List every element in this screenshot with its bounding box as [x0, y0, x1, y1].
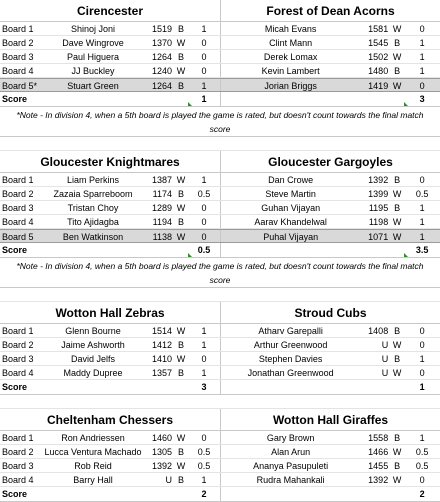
away-player-color: B — [394, 66, 401, 76]
home-player-rating: 1410 — [151, 354, 172, 364]
home-player-name: Lucca Ventura Machado — [44, 447, 142, 457]
board-row — [0, 64, 440, 78]
match-block — [0, 302, 440, 409]
home-player-result: 1 — [201, 81, 207, 91]
home-player-color: B — [177, 217, 184, 227]
home-team-title: Cirencester — [76, 4, 144, 18]
home-player-rating: 1519 — [151, 24, 172, 34]
board-row-fifth — [0, 78, 440, 92]
away-player-rating: U — [381, 340, 389, 350]
away-player-result: 0 — [419, 340, 425, 350]
away-player-result: 0.5 — [415, 447, 429, 457]
home-player-color: B — [177, 368, 184, 378]
away-player-result: 0 — [419, 475, 425, 485]
score-label: Score — [2, 94, 28, 104]
match-block — [0, 409, 440, 502]
home-player-rating: 1240 — [151, 66, 172, 76]
away-player-rating: 1466 — [368, 447, 389, 457]
home-player-rating: 1305 — [151, 447, 172, 457]
away-player-name: Ananya Pasupuleti — [253, 461, 329, 471]
home-player-color: B — [177, 189, 184, 199]
away-player-rating: 1480 — [368, 66, 389, 76]
home-player-result: 0 — [201, 232, 207, 242]
away-player-rating: 1392 — [368, 475, 389, 485]
board-row — [0, 431, 440, 445]
home-score: 3 — [201, 382, 207, 392]
away-player-name: Gary Brown — [266, 433, 315, 443]
match-header — [0, 151, 440, 173]
home-player-rating: 1264 — [151, 52, 172, 62]
away-player-result: 0 — [419, 175, 425, 185]
home-player-rating: 1194 — [152, 217, 172, 227]
board-label: Board 2 — [2, 340, 34, 350]
away-player-name: Rudra Mahankali — [256, 475, 325, 485]
home-player-result: 1 — [201, 326, 207, 336]
spacer-row — [0, 288, 440, 302]
board-label: Board 1 — [2, 24, 34, 34]
board-label: Board 4 — [2, 217, 34, 227]
home-player-name: David Jelfs — [70, 354, 115, 364]
home-player-result: 0 — [201, 66, 207, 76]
away-player-rating: 1558 — [368, 433, 389, 443]
home-player-color: B — [177, 340, 184, 350]
home-player-rating: 1392 — [151, 461, 172, 471]
board-row — [0, 215, 440, 229]
home-player-name: Barry Hall — [73, 475, 113, 485]
home-player-result: 1 — [201, 340, 207, 350]
score-label: Score — [2, 489, 28, 499]
spacer-row — [0, 137, 440, 151]
home-player-result: 0 — [201, 354, 207, 364]
away-player-rating: 1502 — [368, 52, 389, 62]
match-header — [0, 302, 440, 324]
away-player-color: B — [394, 175, 401, 185]
score-spacer — [221, 92, 404, 106]
board-row — [0, 445, 440, 459]
away-player-rating: 1581 — [368, 24, 389, 34]
home-player-color: W — [176, 175, 186, 185]
board-label: Board 5* — [2, 81, 38, 91]
home-player-color: B — [177, 475, 184, 485]
home-player-result: 0 — [201, 217, 207, 227]
away-score: 1 — [419, 382, 425, 392]
away-player-color: B — [394, 354, 401, 364]
board-label: Board 3 — [2, 354, 34, 364]
score-spacer — [221, 487, 404, 501]
away-player-name: Alan Arun — [271, 447, 311, 457]
home-player-name: Liam Perkins — [66, 175, 120, 185]
home-team-title: Wotton Hall Zebras — [55, 306, 165, 320]
home-team-title: Gloucester Knightmares — [40, 155, 180, 169]
away-player-color: W — [392, 24, 402, 34]
home-player-name: Tristan Choy — [67, 203, 119, 213]
home-player-color: W — [176, 38, 186, 48]
away-player-rating: 1071 — [368, 232, 389, 242]
away-player-rating: 1419 — [368, 81, 389, 91]
home-player-rating: 1460 — [151, 433, 172, 443]
away-player-rating: U — [381, 354, 389, 364]
away-player-name: Atharv Garepalli — [258, 326, 323, 336]
board-label: Board 4 — [2, 475, 34, 485]
board-row — [0, 187, 440, 201]
board-row — [0, 324, 440, 338]
away-player-name: Jonathan Greenwood — [247, 368, 334, 378]
board-label: Board 3 — [2, 461, 34, 471]
away-score: 3 — [404, 92, 440, 106]
board-label: Board 2 — [2, 38, 34, 48]
away-team-title: Stroud Cubs — [220, 302, 440, 323]
home-player-rating: 1138 — [152, 232, 172, 242]
home-player-result: 1 — [201, 475, 207, 485]
board-row — [0, 36, 440, 50]
away-player-color: W — [392, 447, 402, 457]
score-spacer — [221, 243, 404, 257]
away-player-rating: U — [381, 368, 389, 378]
home-player-rating: 1289 — [151, 203, 172, 213]
away-player-name: Clint Mann — [269, 38, 313, 48]
away-player-color: W — [392, 368, 402, 378]
home-player-result: 1 — [201, 368, 207, 378]
away-player-result: 0 — [419, 81, 425, 91]
away-player-name: Steve Martin — [265, 189, 316, 199]
board-label: Board 1 — [2, 433, 34, 443]
home-player-name: Shinoj Joni — [70, 24, 116, 34]
home-player-color: W — [176, 203, 186, 213]
away-player-rating: 1198 — [368, 217, 389, 227]
board-row — [0, 50, 440, 64]
away-player-rating: 1399 — [368, 189, 389, 199]
home-player-result: 0 — [201, 38, 207, 48]
home-player-result: 0.5 — [197, 461, 211, 471]
board-label: Board 2 — [2, 447, 34, 457]
away-player-name: Stephen Davies — [258, 354, 323, 364]
home-player-color: B — [177, 81, 184, 91]
away-player-name: Kevin Lambert — [261, 66, 320, 76]
away-player-result: 0 — [419, 24, 425, 34]
board-row — [0, 338, 440, 352]
home-player-color: W — [176, 326, 186, 336]
away-player-result: 1 — [419, 203, 425, 213]
away-team-title: Forest of Dean Acorns — [220, 0, 440, 21]
away-player-rating: 1195 — [368, 203, 389, 213]
home-player-name: Ben Watkinson — [62, 232, 124, 242]
home-player-color: W — [176, 461, 186, 471]
board-label: Board 2 — [2, 189, 34, 199]
away-player-result: 1 — [419, 232, 425, 242]
away-player-name: Dan Crowe — [268, 175, 314, 185]
home-player-name: Dave Wingrove — [62, 38, 124, 48]
away-player-color: W — [392, 340, 402, 350]
home-player-result: 0 — [201, 52, 207, 62]
away-team-title: Gloucester Gargoyles — [220, 151, 440, 172]
away-player-color: B — [394, 461, 401, 471]
away-player-result: 0 — [419, 368, 425, 378]
away-player-result: 1 — [419, 52, 425, 62]
home-player-result: 0 — [201, 203, 207, 213]
home-player-color: W — [176, 433, 186, 443]
home-player-result: 0 — [201, 433, 207, 443]
board-label: Board 3 — [2, 203, 34, 213]
division-note: *Note - In division 4, when a 5th board is played the game is rated, but doesn't count towards the final match score — [0, 107, 440, 137]
home-player-name: Maddy Dupree — [63, 368, 123, 378]
home-score: 2 — [201, 489, 207, 499]
away-player-name: Aarav Khandelwal — [254, 217, 327, 227]
score-row — [0, 487, 440, 502]
away-player-name: Micah Evans — [264, 24, 317, 34]
home-player-rating: 1174 — [152, 189, 172, 199]
home-score: 0.5 — [188, 243, 220, 257]
home-player-rating: U — [165, 475, 172, 485]
board-label: Board 1 — [2, 175, 34, 185]
home-player-name: Jaime Ashworth — [61, 340, 125, 350]
away-player-rating: 1455 — [368, 461, 389, 471]
home-player-rating: 1514 — [151, 326, 172, 336]
home-player-rating: 1357 — [151, 368, 172, 378]
away-player-color: W — [392, 81, 402, 91]
score-label: Score — [2, 245, 28, 255]
home-player-color: W — [176, 232, 186, 242]
home-team-title: Cheltenham Chessers — [46, 413, 174, 427]
away-player-result: 1 — [419, 354, 425, 364]
home-player-name: Tito Ajidagba — [67, 217, 119, 227]
away-player-rating: 1545 — [368, 38, 389, 48]
home-player-rating: 1370 — [151, 38, 172, 48]
home-player-color: B — [177, 24, 184, 34]
home-player-result: 0.5 — [197, 447, 211, 457]
board-label: Board 5 — [2, 232, 34, 242]
away-player-name: Puhal Vijayan — [263, 232, 319, 242]
board-row — [0, 366, 440, 380]
board-row — [0, 22, 440, 36]
home-player-rating: 1387 — [151, 175, 172, 185]
home-player-result: 1 — [201, 24, 207, 34]
away-player-color: W — [392, 217, 402, 227]
match-header — [0, 409, 440, 431]
home-player-result: 0.5 — [197, 189, 211, 199]
board-row — [0, 473, 440, 487]
away-player-color: B — [394, 38, 401, 48]
match-header — [0, 0, 440, 22]
away-player-color: W — [392, 52, 402, 62]
score-row — [0, 243, 440, 258]
away-player-result: 0.5 — [415, 461, 429, 471]
home-player-color: W — [176, 66, 186, 76]
home-player-rating: 1264 — [151, 81, 172, 91]
home-player-name: Ron Andriessen — [61, 433, 125, 443]
home-player-rating: 1412 — [151, 340, 172, 350]
score-label: Score — [2, 382, 28, 392]
home-player-name: Stuart Green — [67, 81, 119, 91]
board-label: Board 3 — [2, 52, 34, 62]
away-player-name: Arthur Greenwood — [253, 340, 328, 350]
home-player-name: Rob Reid — [74, 461, 112, 471]
score-spacer — [221, 380, 404, 394]
away-player-color: B — [394, 433, 401, 443]
away-player-color: W — [392, 189, 402, 199]
away-player-result: 0.5 — [415, 189, 429, 199]
board-row — [0, 201, 440, 215]
spacer-row — [0, 395, 440, 409]
away-player-rating: 1392 — [368, 175, 389, 185]
away-player-color: W — [392, 475, 402, 485]
away-player-result: 1 — [419, 38, 425, 48]
away-score: 2 — [419, 489, 425, 499]
home-player-name: Zazaia Sparreboom — [53, 189, 133, 199]
board-row — [0, 352, 440, 366]
home-player-color: B — [177, 447, 184, 457]
away-player-result: 1 — [419, 217, 425, 227]
match-block — [0, 0, 440, 151]
home-player-name: Glenn Bourne — [65, 326, 121, 336]
board-label: Board 4 — [2, 66, 34, 76]
home-player-color: B — [177, 52, 184, 62]
board-row-fifth — [0, 229, 440, 243]
home-player-name: JJ Buckley — [71, 66, 115, 76]
away-player-result: 0 — [419, 326, 425, 336]
board-label: Board 1 — [2, 326, 34, 336]
home-score: 1 — [188, 92, 220, 106]
away-player-color: W — [392, 232, 402, 242]
score-row — [0, 380, 440, 395]
away-player-name: Guhan Vijayan — [261, 203, 321, 213]
score-row — [0, 92, 440, 107]
away-player-name: Derek Lomax — [263, 52, 318, 62]
away-team-title: Wotton Hall Giraffes — [220, 409, 440, 430]
division-note: *Note - In division 4, when a 5th board is played the game is rated, but doesn't count towards the final match score — [0, 258, 440, 288]
board-row — [0, 173, 440, 187]
match-block — [0, 151, 440, 302]
away-score: 3.5 — [404, 243, 440, 257]
away-player-result: 1 — [419, 66, 425, 76]
away-player-name: Jorian Briggs — [264, 81, 317, 91]
home-player-color: W — [176, 354, 186, 364]
away-player-result: 1 — [419, 433, 425, 443]
home-player-result: 1 — [201, 175, 207, 185]
board-label: Board 4 — [2, 368, 34, 378]
board-row — [0, 459, 440, 473]
away-player-color: B — [394, 326, 401, 336]
away-player-color: B — [394, 203, 401, 213]
away-player-rating: 1408 — [368, 326, 389, 336]
home-player-name: Paul Higuera — [66, 52, 120, 62]
